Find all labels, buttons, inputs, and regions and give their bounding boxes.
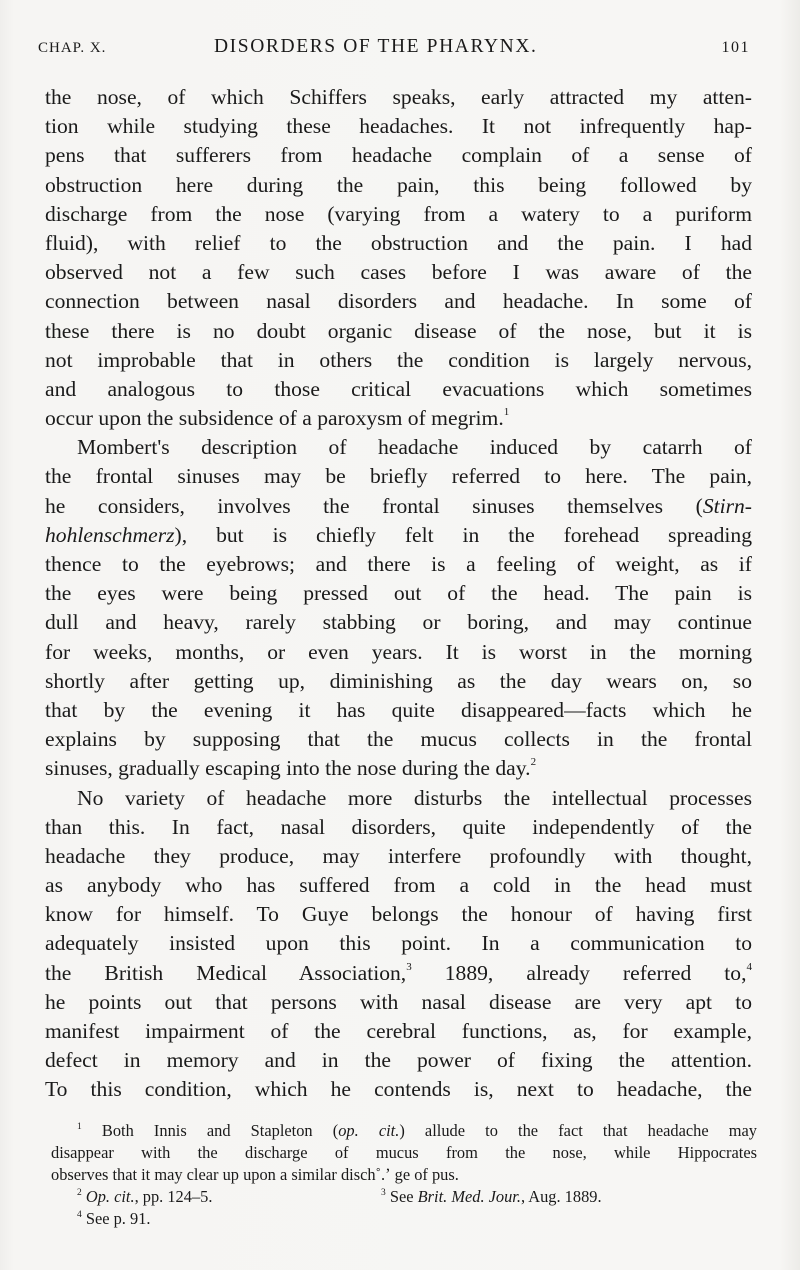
chapter-label: CHAP. X.	[38, 40, 107, 56]
text-line	[45, 404, 752, 433]
text-line: the frontal sinuses may be briefly referred to here. The pain,	[45, 464, 752, 489]
text-line: and analogous to those critical evacuations which sometimes	[45, 376, 752, 401]
footnote-ref[interactable]: 3	[406, 960, 412, 973]
text-line: he points out that persons with nasal disease are very apt to	[45, 989, 752, 1014]
text-line: shortly after getting up, diminishing as the day wears on, so	[45, 668, 752, 693]
text-line: defect in memory and in the power of fixing the attention.	[45, 1048, 752, 1073]
footnote-number: 1	[77, 1122, 82, 1132]
running-header	[38, 36, 750, 62]
text-line: headache they produce, may interfere profoundly with thought,	[45, 843, 752, 868]
text-line: tion while studying these headaches. It not infrequently hap-	[45, 114, 752, 139]
text-span: See	[385, 1187, 418, 1206]
page-number: 101	[721, 39, 750, 56]
footnotes	[51, 1120, 757, 1230]
text-line: that by the evening it has quite disappeared—facts which he	[45, 697, 752, 722]
footnote-1-line-3: observes that it may clear up upon a similar disch˚.ʼ ge of pus.	[51, 1165, 459, 1184]
text-line: for weeks, months, or even years. It is worst in the morning	[45, 639, 752, 664]
text-line: No variety of headache more disturbs the intellectual processes	[77, 785, 752, 810]
text-span: See p. 91.	[81, 1209, 151, 1228]
text-span: ), but is chiefly felt in the forehead spreading	[174, 522, 752, 547]
text-span: he considers, involves the frontal sinuses themselves (	[45, 493, 703, 518]
text-line: To this condition, which he contends is, next to headache, the	[45, 1077, 752, 1102]
footnote-1-line-2: disappear with the discharge of mucus from the nose, while Hippocrates	[51, 1143, 757, 1162]
text-line	[45, 754, 752, 783]
footnote-ref[interactable]: 4	[746, 960, 752, 973]
text-line: obstruction here during the pain, this being followed by	[45, 172, 752, 197]
text-span: sinuses, gradually escaping into the nose during the day.	[45, 756, 531, 781]
text-line: discharge from the nose (varying from a watery to a puriform	[45, 201, 752, 226]
running-title: DISORDERS OF THE PHARYNX.	[214, 36, 538, 57]
text-line: observed not a few such cases before I was aware of the	[45, 260, 752, 285]
footnote-4	[51, 1208, 757, 1230]
text-span: Both Innis and Stapleton (	[81, 1121, 339, 1140]
text-line: explains by supposing that the mucus collects in the frontal	[45, 727, 752, 752]
text-line: not improbable that in others the condition is largely nervous,	[45, 347, 752, 372]
text-line: dull and heavy, rarely stabbing or boring, and may continue	[45, 610, 752, 635]
text-line: as anybody who has suffered from a cold in the head must	[45, 873, 752, 898]
text-line	[45, 959, 752, 988]
text-line: know for himself. To Guye belongs the honour of having first	[45, 902, 752, 927]
text-line: than this. In fact, nasal disorders, quite independently of the	[45, 814, 752, 839]
german-term: Stirn-	[702, 493, 752, 518]
footnote-row	[51, 1186, 757, 1208]
footnote-2	[77, 1186, 212, 1208]
citation: op. cit.	[338, 1121, 400, 1140]
text-line: manifest impairment of the cerebral functions, as, for example,	[45, 1019, 752, 1043]
text-line: Mombert's description of headache induced by catarrh of	[77, 435, 752, 460]
text-line	[45, 492, 752, 521]
text-span: , pp. 124–5.	[134, 1187, 213, 1206]
citation: Brit. Med. Jour.	[417, 1187, 521, 1206]
text-line: adequately insisted upon this point. In a communication to	[45, 931, 752, 956]
body-text	[45, 83, 752, 1105]
text-line: these there is no doubt organic disease of the nose, but it is	[45, 318, 752, 343]
text-line: pens that sufferers from headache complain of a sense of	[45, 143, 752, 168]
footnote-ref[interactable]: 1	[503, 406, 510, 419]
citation: Op. cit.	[85, 1187, 135, 1206]
text-line: thence to the eyebrows; and there is a feeling of weight, as if	[45, 552, 752, 576]
footnote-3	[381, 1186, 602, 1208]
footnote-number: 4	[77, 1210, 82, 1220]
text-line: fluid), with relief to the obstruction and the pain. I had	[45, 230, 752, 255]
text-span: ) allude to the fact that headache may	[399, 1121, 757, 1140]
text-line	[45, 521, 752, 550]
footnote-number: 3	[381, 1188, 386, 1198]
text-line: connection between nasal disorders and headache. In some of	[45, 289, 752, 314]
footnote-number: 2	[77, 1188, 82, 1198]
german-term: hohlenschmerz	[45, 522, 175, 547]
text-span: the British Medical Association,	[45, 960, 407, 985]
text-span: , Aug. 1889.	[520, 1187, 602, 1206]
text-line: the eyes were being pressed out of the head. The pain is	[45, 581, 752, 606]
text-span: occur upon the subsidence of a paroxysm of megrim.	[45, 406, 504, 431]
text-span: 1889, already referred to,	[411, 960, 747, 985]
footnote-ref[interactable]: 2	[530, 756, 537, 769]
footnote-1	[51, 1120, 757, 1142]
text-line: the nose, of which Schiffers speaks, early attracted my atten-	[45, 85, 752, 109]
